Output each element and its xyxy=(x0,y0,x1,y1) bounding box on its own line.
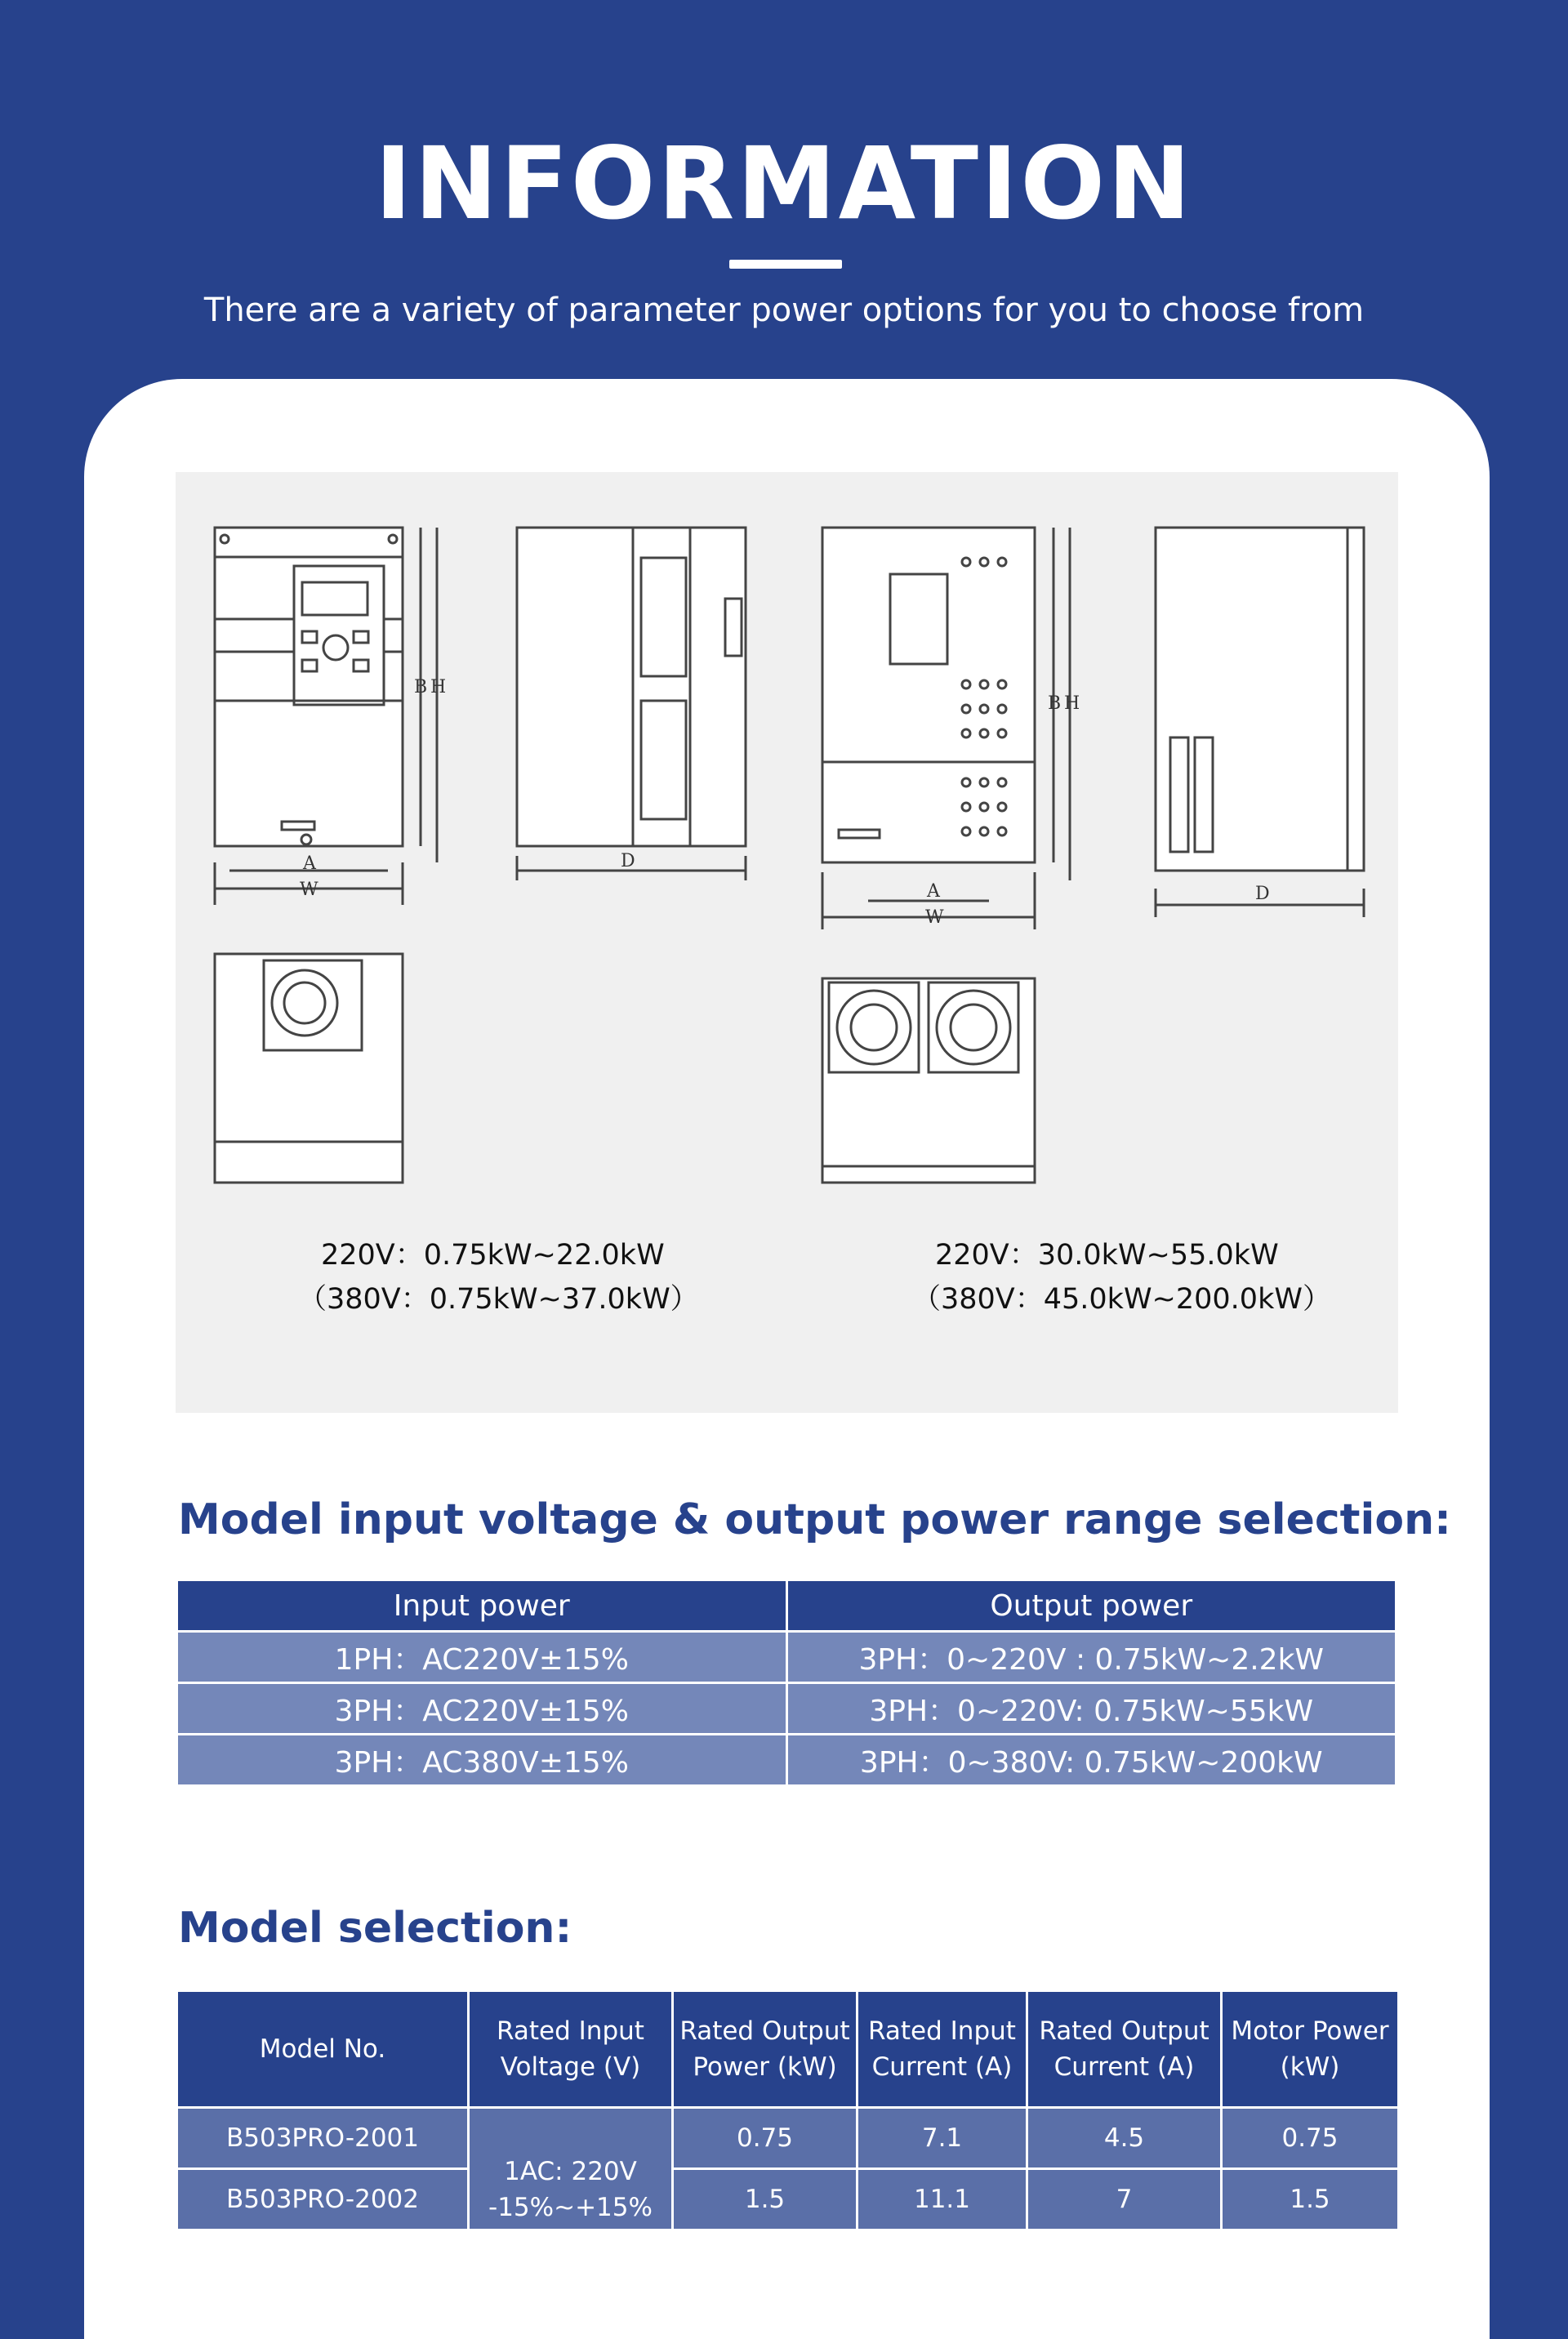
header-rated-output-power: Rated Output Power (kW) xyxy=(673,1991,858,2108)
model-no-cell: B503PRO-2001 xyxy=(177,2108,469,2169)
table-row xyxy=(177,1735,1396,1786)
header-rated-output-current: Rated Output Current (A) xyxy=(1027,1991,1222,2108)
small-unit-range-380v: （380V：0.75kW~37.0kW） xyxy=(298,1283,699,1316)
dim-label-d-large: D xyxy=(1255,884,1270,904)
io-power-table xyxy=(176,1579,1397,1787)
table-row xyxy=(177,2169,1399,2230)
table-row xyxy=(177,1632,1396,1683)
voltage-line-2: -15%~+15% xyxy=(488,2193,653,2222)
rated-input-voltage-cell xyxy=(469,2108,673,2230)
model-no-cell: B503PRO-2002 xyxy=(177,2169,469,2230)
output-power-cell: 3PH：0~380V: 0.75kW~200kW xyxy=(786,1735,1396,1786)
large-unit-range-380v: （380V：45.0kW~200.0kW） xyxy=(912,1283,1331,1316)
table-row xyxy=(177,2108,1399,2169)
input-power-cell: 1PH：AC220V±15% xyxy=(177,1632,787,1683)
output-power-cell: 3PH：0~220V: 0.75kW~55kW xyxy=(786,1683,1396,1735)
header-rated-input-current: Rated Input Current (A) xyxy=(858,1991,1027,2108)
io-section-heading: Model input voltage & output power range selection: xyxy=(178,1495,1451,1544)
dim-label-a: A xyxy=(303,853,316,874)
small-unit-range-220v: 220V：0.75kW~22.0kW xyxy=(321,1239,665,1272)
input-current-cell: 7.1 xyxy=(858,2108,1027,2169)
dim-label-b-large: B xyxy=(1048,693,1062,714)
dim-label-a-large: A xyxy=(927,881,940,902)
voltage-line-1: 1AC: 220V xyxy=(504,2157,637,2186)
dimension-diagram-panel xyxy=(176,472,1398,1413)
output-current-cell: 4.5 xyxy=(1027,2108,1222,2169)
header-model-no: Model No. xyxy=(177,1991,469,2108)
dim-label-d-small: D xyxy=(621,851,635,871)
title-underline xyxy=(729,260,842,269)
dim-label-w: W xyxy=(300,880,318,900)
dim-label-h-large: H xyxy=(1064,693,1080,714)
dim-label-w-large: W xyxy=(925,907,944,928)
small-unit-bottom-view xyxy=(215,954,403,1183)
header-rated-input-voltage: Rated Input Voltage (V) xyxy=(469,1991,673,2108)
output-current-cell: 7 xyxy=(1027,2169,1222,2230)
header-input-power: Input power xyxy=(177,1580,787,1632)
input-power-cell: 3PH：AC220V±15% xyxy=(177,1683,787,1735)
header-motor-power: Motor Power (kW) xyxy=(1222,1991,1399,2108)
small-unit-front-view xyxy=(215,528,437,905)
table-row xyxy=(177,1683,1396,1735)
page-subtitle: There are a variety of parameter power options for you to choose from xyxy=(203,292,1365,329)
page-title: INFORMATION xyxy=(374,126,1194,242)
motor-power-cell: 1.5 xyxy=(1222,2169,1399,2230)
small-unit-side-view xyxy=(517,528,746,880)
large-unit-range-220v: 220V：30.0kW~55.0kW xyxy=(935,1239,1279,1272)
motor-power-cell: 0.75 xyxy=(1222,2108,1399,2169)
large-unit-front-view xyxy=(822,528,1070,929)
large-unit-bottom-view xyxy=(822,978,1035,1183)
input-power-cell: 3PH：AC380V±15% xyxy=(177,1735,787,1786)
model-section-heading: Model selection: xyxy=(178,1904,572,1953)
header-output-power: Output power xyxy=(786,1580,1396,1632)
dim-label-b: B xyxy=(414,677,428,697)
input-current-cell: 11.1 xyxy=(858,2169,1027,2230)
output-power-cell: 1.5 xyxy=(673,2169,858,2230)
model-selection-table xyxy=(176,1989,1400,2231)
large-unit-side-view xyxy=(1156,528,1364,917)
dim-label-h: H xyxy=(430,677,447,697)
output-power-cell: 3PH：0~220V : 0.75kW~2.2kW xyxy=(786,1632,1396,1683)
output-power-cell: 0.75 xyxy=(673,2108,858,2169)
